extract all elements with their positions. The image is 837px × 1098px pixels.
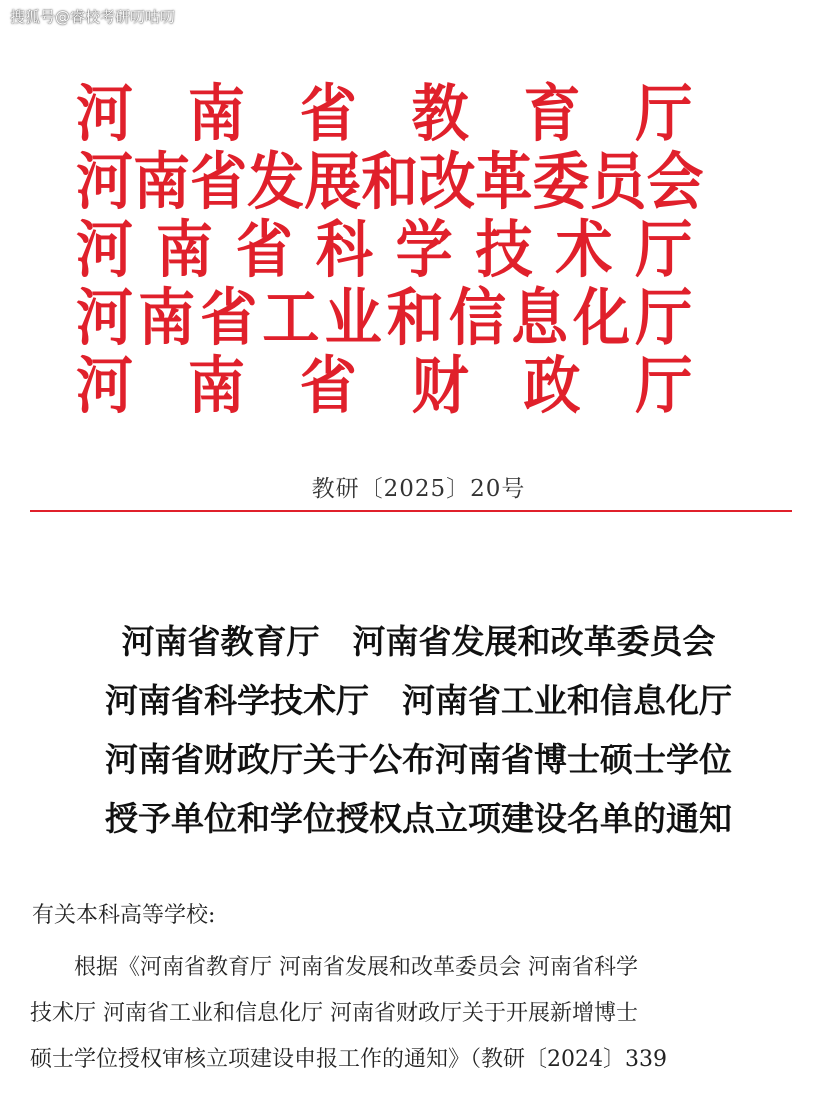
letterhead-char: 学	[395, 213, 453, 286]
letterhead-char: 术	[555, 213, 613, 286]
letterhead-char: 厅	[635, 281, 693, 354]
letterhead-char: 河	[76, 281, 134, 354]
letterhead-char: 财	[411, 349, 469, 422]
letterhead-char: 省	[235, 213, 293, 286]
document-title	[30, 612, 807, 848]
letterhead-char: 河	[76, 77, 134, 150]
body-line: 技术厅 河南省工业和信息化厅 河南省财政厅关于开展新增博士	[30, 1001, 638, 1026]
letterhead-char: 教	[411, 77, 469, 150]
letterhead-char: 育	[523, 77, 581, 150]
letterhead-char: 和	[361, 145, 419, 218]
body-line: 根据《河南省教育厅 河南省发展和改革委员会 河南省科学	[30, 955, 638, 980]
title-line: 河南省教育厅 河南省发展和改革委员会	[121, 622, 716, 661]
letterhead-char: 政	[523, 349, 581, 422]
letterhead-char: 改	[418, 145, 476, 218]
letterhead-char: 息	[511, 281, 569, 354]
title-line: 河南省财政厅关于公布河南省博士硕士学位	[105, 740, 732, 779]
letterhead-char: 河	[76, 349, 134, 422]
letterhead-char: 省	[299, 77, 357, 150]
letterhead-char: 省	[190, 145, 248, 218]
letterhead-row	[76, 281, 693, 354]
letterhead-char: 厅	[635, 213, 693, 286]
letterhead-char: 信	[448, 281, 506, 354]
letterhead-row	[76, 349, 693, 422]
letterhead-char: 化	[573, 281, 631, 354]
watermark: 搜狐号@睿校考研叨咕叨	[10, 8, 176, 26]
letterhead-char: 会	[646, 145, 704, 218]
letterhead-char: 厅	[635, 77, 693, 150]
document-number: 教研〔2025〕20号	[311, 476, 526, 502]
letterhead-char: 河	[76, 145, 134, 218]
title-line: 河南省科学技术厅 河南省工业和信息化厅	[105, 681, 732, 720]
salutation: 有关本科高等学校:	[32, 903, 216, 928]
letterhead-char: 委	[532, 145, 590, 218]
letterhead-char: 省	[299, 349, 357, 422]
letterhead-char: 南	[155, 213, 213, 286]
letterhead-char: 南	[187, 349, 245, 422]
letterhead-row	[76, 145, 704, 218]
title-line: 授予单位和学位授权点立项建设名单的通知	[105, 799, 732, 838]
letterhead-char: 科	[315, 213, 373, 286]
body-line: 硕士学位授权审核立项建设申报工作的通知》（教研〔2024〕339	[30, 1047, 667, 1072]
letterhead-char: 和	[386, 281, 444, 354]
letterhead-char: 河	[76, 213, 134, 286]
letterhead-char: 工	[262, 281, 320, 354]
letterhead-char: 业	[324, 281, 382, 354]
letterhead-char: 南	[138, 281, 196, 354]
letterhead	[76, 77, 746, 422]
letterhead-row	[76, 213, 693, 286]
letterhead-char: 南	[133, 145, 191, 218]
letterhead-char: 厅	[635, 349, 693, 422]
red-divider	[30, 510, 792, 512]
letterhead-char: 技	[475, 213, 533, 286]
letterhead-row	[76, 77, 693, 150]
letterhead-char: 展	[304, 145, 362, 218]
letterhead-char: 发	[247, 145, 305, 218]
letterhead-char: 员	[589, 145, 647, 218]
body-paragraph	[30, 945, 800, 1083]
letterhead-char: 革	[475, 145, 533, 218]
letterhead-char: 南	[187, 77, 245, 150]
letterhead-char: 省	[200, 281, 258, 354]
